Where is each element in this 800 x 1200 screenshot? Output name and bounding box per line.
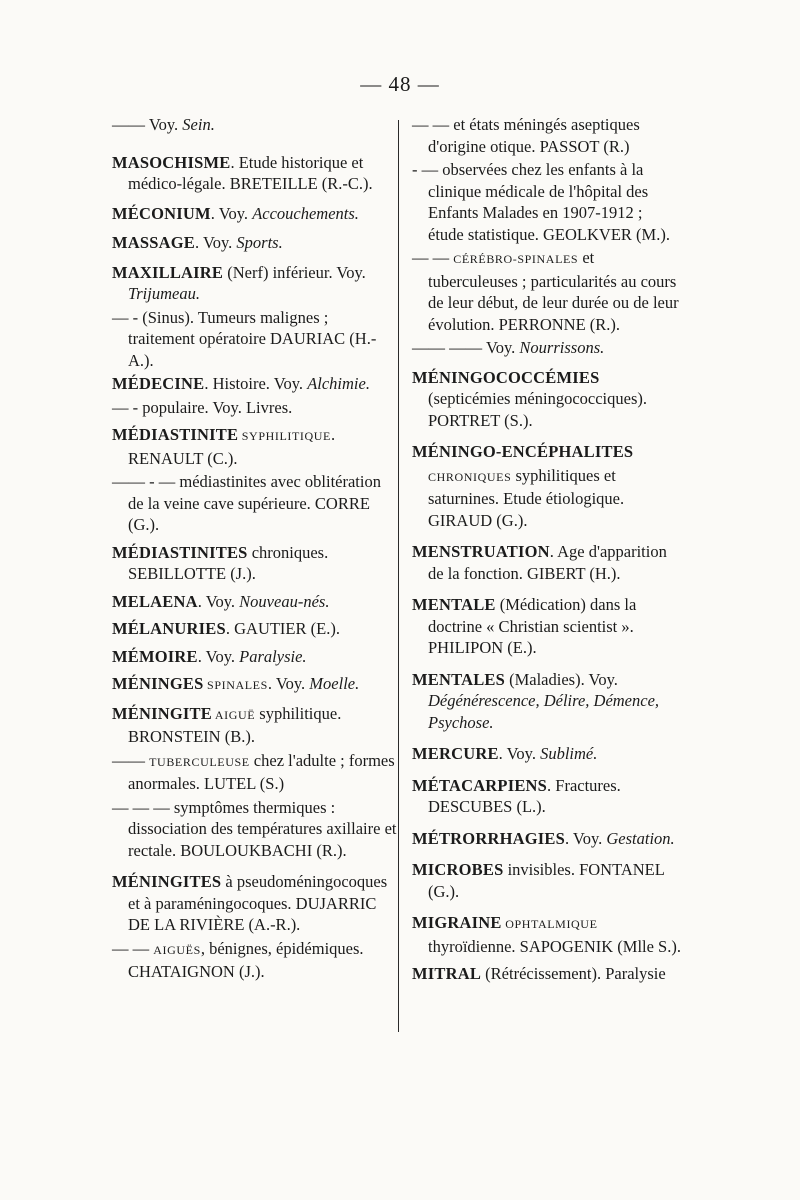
- index-entry: [112, 591, 397, 613]
- index-entry: [412, 441, 682, 531]
- entry-text: . Fractures. DESCUBES (L.).: [428, 775, 621, 816]
- entry-text: thyroïdienne. SAPOGENIK (Mlle S.).: [428, 936, 681, 956]
- index-entry: [412, 594, 682, 659]
- entry-text: . Voy.: [267, 674, 310, 693]
- entry-text: . Voy.: [210, 203, 253, 223]
- entry-dash: — —: [112, 938, 154, 958]
- index-entry: [112, 542, 397, 585]
- entry-text: (Médication) dans la doctrine « Christian scientist ». PHILIPON (E.).: [428, 595, 637, 657]
- entry-reference: Paralysie.: [239, 646, 307, 666]
- column-divider: [398, 120, 399, 1032]
- index-entry: [112, 424, 397, 469]
- entry-text: , bénignes, épidémiques. CHATAIGNON (J.).: [128, 938, 364, 981]
- entry-dash: - —: [412, 160, 443, 179]
- index-entry: [112, 373, 397, 395]
- entry-text: . Voy.: [197, 646, 240, 666]
- entry-reference: Nourrissons.: [519, 338, 605, 357]
- index-entry: [112, 703, 397, 748]
- entry-smallcaps: OPHTALMIQUE: [501, 917, 598, 931]
- index-entry: [412, 859, 682, 902]
- entry-headword: MAXILLAIRE: [112, 262, 224, 282]
- entry-headword: MÉDIASTINITE: [112, 425, 239, 444]
- index-entry: [112, 307, 397, 372]
- entry-reference: Sein.: [182, 115, 215, 134]
- index-entry: [412, 775, 682, 818]
- entry-headword: MELAENA: [112, 591, 198, 611]
- entry-text: . RENAULT (C.).: [128, 425, 336, 468]
- entry-headword: MÉTACARPIENS: [412, 775, 548, 795]
- entry-dash: — —: [412, 115, 454, 134]
- entry-reference: Gestation.: [606, 828, 675, 848]
- index-entry: [412, 541, 682, 584]
- entry-dash: — -: [112, 307, 143, 327]
- entry-dash: —— - —: [112, 472, 180, 491]
- entry-text: populaire. Voy. Livres.: [142, 397, 293, 417]
- entry-text: . Voy.: [195, 233, 237, 252]
- entry-reference: Trijumeau.: [128, 284, 200, 303]
- index-entry: [112, 152, 397, 195]
- index-entry: [412, 367, 682, 432]
- entry-smallcaps: CHRONIQUES: [428, 469, 512, 484]
- index-entry: [112, 871, 397, 936]
- entry-text: syphilitiques et saturnines. Etude étiologique. GIRAUD (G.).: [428, 465, 625, 530]
- index-entry: [412, 828, 682, 850]
- entry-text: (Sinus). Tumeurs malignes ; traitement opératoire DAURIAC (H.-A.).: [128, 307, 377, 370]
- index-entry: [412, 743, 682, 765]
- entry-text: chroniques. SEBILLOTTE (J.).: [128, 542, 329, 583]
- index-entry: [112, 673, 397, 697]
- entry-text: (septicémies méningococciques). PORTRET (S.).: [428, 389, 648, 430]
- entry-text: Voy.: [148, 115, 183, 134]
- entry-headword: MÉNINGES: [112, 674, 204, 693]
- entry-text: . Voy.: [564, 828, 607, 848]
- entry-headword: MÉLANURIES: [112, 619, 226, 638]
- entry-text: symptômes thermiques : dissociation des températures axillaire et rectale. BOULOUKBACHI (R.).: [128, 797, 397, 860]
- index-entry: [112, 203, 397, 225]
- entry-text: à pseudoméningocoques et à paraméningocoques. DUJARRIC DE LA RIVIÈRE (A.-R.).: [128, 872, 388, 934]
- index-entry: [112, 646, 397, 668]
- entry-smallcaps: SYPHILITIQUE: [238, 429, 331, 443]
- index-entry: [412, 669, 682, 734]
- index-entry: [112, 750, 397, 795]
- entry-headword: MÉNINGITE: [112, 703, 212, 723]
- entry-headword: MÉNINGOCOCCÉMIES: [412, 367, 600, 387]
- entry-text: (Rétrécissement). Paralysie: [481, 964, 666, 983]
- index-entry: [412, 114, 682, 157]
- entry-headword: MÉMOIRE: [112, 646, 198, 666]
- entry-text: . Voy.: [197, 591, 240, 611]
- index-entry: [112, 471, 397, 536]
- entry-smallcaps: AIGUË: [211, 707, 256, 722]
- index-entry: [412, 337, 682, 359]
- index-entry: [412, 159, 682, 245]
- entry-text: (Nerf) inférieur. Voy.: [223, 262, 366, 282]
- entry-smallcaps: AIGUËS: [153, 942, 201, 957]
- entry-headword: MÉDECINE: [112, 374, 205, 393]
- entry-reference: Accouchements.: [252, 203, 359, 223]
- index-entry: [412, 912, 682, 957]
- entry-text: . Etude historique et médico-légale. BRETEILLE (R.-C.).: [128, 152, 373, 193]
- right-column: [412, 114, 682, 985]
- entry-smallcaps: TUBERCULEUSE: [149, 754, 250, 769]
- left-column: [112, 114, 397, 983]
- entry-text: chez l'adulte ; formes anormales. LUTEL (S.): [128, 750, 395, 793]
- entry-headword: MICROBES: [412, 860, 504, 879]
- entry-headword: MASSAGE: [112, 233, 195, 252]
- entry-text: syphilitique. BRONSTEIN (B.).: [128, 703, 342, 746]
- entry-headword: MÉCONIUM: [112, 203, 211, 223]
- entry-reference: Alchimie.: [307, 374, 370, 393]
- index-entry: [112, 797, 397, 862]
- entry-text: observées chez les enfants à la clinique médicale de l'hôpital des Enfants Malades en 1907-1912 ; étude statistique. GEOLKVER (M.).: [428, 160, 670, 244]
- entry-text: Voy.: [485, 338, 520, 357]
- entry-headword: MÉTRORRHAGIES: [412, 828, 565, 848]
- index-entry: [112, 114, 397, 136]
- entry-headword: MENSTRUATION: [412, 542, 550, 561]
- entry-reference: Nouveau-nés.: [239, 591, 330, 611]
- entry-text: et tuberculeuses ; particularités au cours de leur début, de leur durée ou de leur évolution. PERRONNE (R.).: [428, 248, 679, 334]
- entry-headword: MERCURE: [412, 744, 499, 763]
- entry-dash: ——: [112, 115, 149, 134]
- entry-text: invisibles. FONTANEL (G.).: [428, 860, 665, 901]
- page-number: — 48 —: [360, 72, 440, 96]
- entry-headword: MENTALE: [412, 595, 496, 614]
- entry-dash: —— ——: [412, 338, 486, 357]
- index-entry: [112, 938, 397, 983]
- index-entry: [112, 397, 397, 419]
- entry-text: médiastinites avec oblitération de la veine cave supérieure. CORRE (G.).: [128, 472, 381, 534]
- entry-headword: MIGRAINE: [412, 913, 502, 932]
- index-entry: [412, 247, 682, 335]
- index-entry: [412, 963, 682, 985]
- entry-dash: — — —: [112, 797, 174, 817]
- entry-reference: Sublimé.: [540, 744, 598, 763]
- entry-text: . Voy.: [498, 744, 541, 763]
- entry-text: (Maladies). Voy.: [504, 669, 618, 689]
- index-entry: [112, 262, 397, 305]
- entry-text: . Age d'apparition de la fonction. GIBERT (H.).: [428, 542, 667, 583]
- entry-text: . Histoire. Voy.: [204, 374, 308, 393]
- entry-headword: MÉDIASTINITES: [112, 542, 248, 562]
- entry-headword: MITRAL: [412, 964, 482, 983]
- entry-headword: MÉNINGITES: [112, 872, 222, 891]
- entry-dash: ——: [112, 750, 150, 770]
- entry-text: et états méningés aseptiques d'origine otique. PASSOT (R.): [428, 115, 640, 156]
- index-entry: [112, 232, 397, 254]
- entry-headword: MÉNINGO-ENCÉPHALITES: [412, 442, 634, 461]
- entry-headword: MASOCHISME: [112, 152, 231, 172]
- entry-text: . GAUTIER (E.).: [225, 619, 340, 638]
- entry-dash: — -: [112, 397, 143, 417]
- entry-reference: Moelle.: [309, 674, 360, 693]
- entry-smallcaps: CÉRÉBRO-SPINALES: [453, 252, 579, 266]
- entry-headword: MENTALES: [412, 669, 505, 689]
- index-entry: [112, 618, 397, 640]
- entry-dash: — —: [412, 248, 454, 267]
- entry-reference: Sports.: [236, 233, 283, 252]
- entry-smallcaps: SPINALES: [203, 678, 268, 692]
- entry-reference: Dégénérescence, Délire, Démence, Psychose.: [428, 691, 660, 732]
